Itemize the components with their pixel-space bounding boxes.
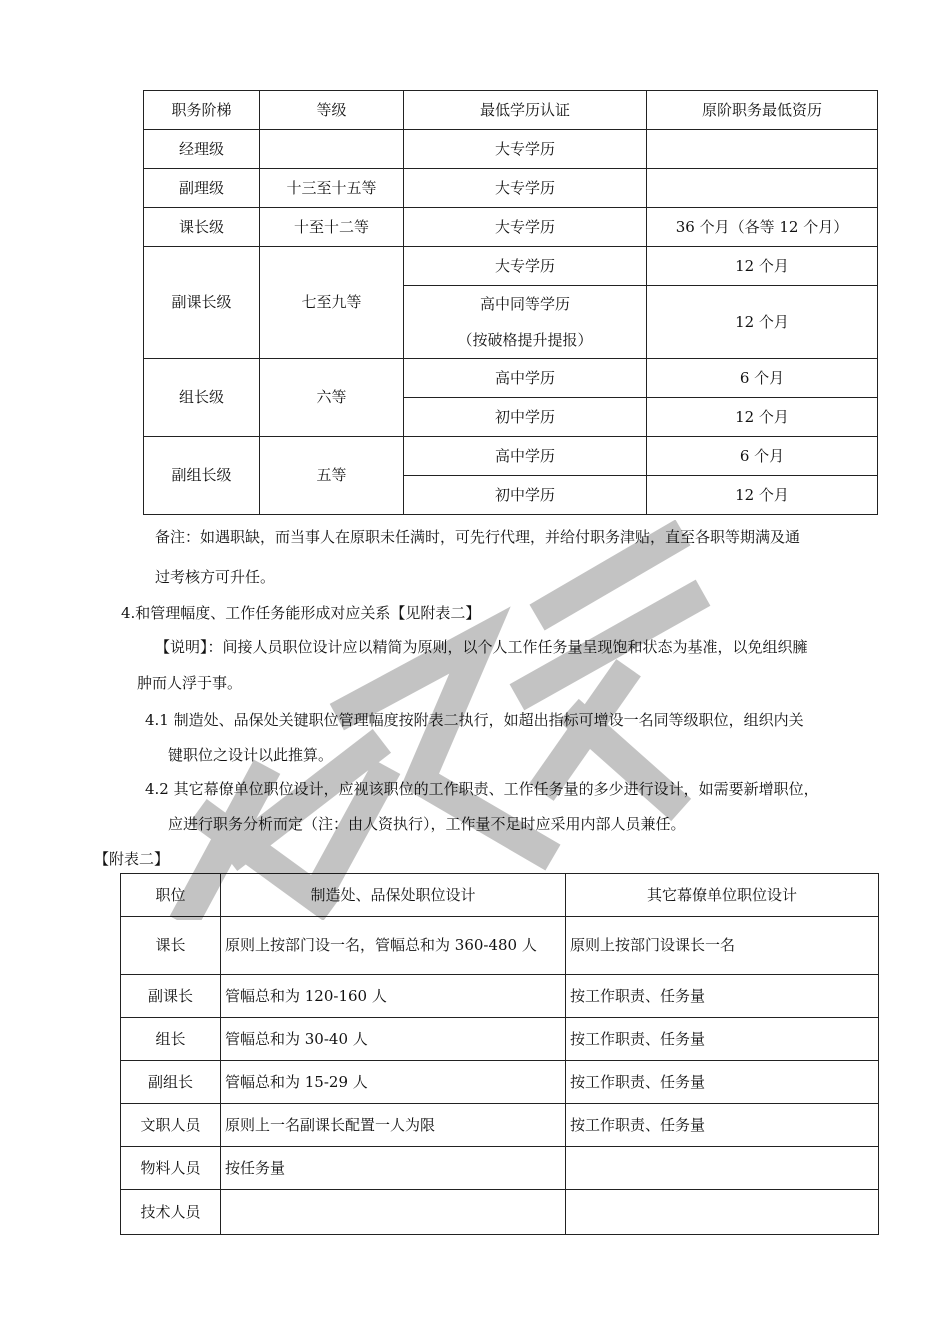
table-row — [144, 247, 878, 286]
education-line: 高中同等学历 — [479, 295, 570, 313]
rank-cell: 副组长级 — [144, 437, 260, 515]
header-cell: 职务阶梯 — [144, 91, 260, 130]
production-design-cell: 原则上一名副课长配置一人为限 — [221, 1104, 566, 1147]
education-cell: 初中学历 — [404, 398, 647, 437]
education-cell: 高中学历 — [404, 359, 647, 398]
experience-cell: 6 个月 — [647, 437, 878, 476]
position-design-table — [120, 873, 879, 1235]
education-cell: 大专学历 — [404, 247, 647, 286]
production-design-cell — [221, 1190, 566, 1235]
description-line: 肿而人浮于事。 — [137, 674, 243, 692]
rank-cell: 经理级 — [144, 130, 260, 169]
education-cell: 大专学历 — [404, 169, 647, 208]
grade-cell: 十三至十五等 — [260, 169, 404, 208]
staff-design-cell — [566, 1190, 879, 1235]
grade-cell: 五等 — [260, 437, 404, 515]
header-cell: 最低学历认证 — [404, 91, 647, 130]
header-cell: 原阶职务最低资历 — [647, 91, 878, 130]
education-cell — [404, 286, 647, 359]
experience-cell — [647, 169, 878, 208]
position-cell: 技术人员 — [121, 1190, 221, 1235]
production-design-cell: 原则上按部门设一名，管幅总和为 360-480 人 — [221, 917, 566, 975]
rank-cell: 组长级 — [144, 359, 260, 437]
staff-design-cell: 按工作职责、任务量 — [566, 1018, 879, 1061]
header-cell: 制造处、品保处职位设计 — [221, 874, 566, 917]
production-design-cell: 按任务量 — [221, 1147, 566, 1190]
production-design-cell: 管幅总和为 120-160 人 — [221, 975, 566, 1018]
table-row — [121, 1104, 879, 1147]
table-header-row — [144, 91, 878, 130]
table-row — [144, 169, 878, 208]
education-note: （按破格提升提报） — [457, 331, 593, 349]
promotion-requirements-table — [143, 90, 878, 515]
position-cell: 文职人员 — [121, 1104, 221, 1147]
position-cell: 副组长 — [121, 1061, 221, 1104]
education-cell: 初中学历 — [404, 476, 647, 515]
clause-text: 4.1 制造处、品保处关键职位管理幅度按附表二执行，如超出指标可增设一名同等级职位，组织内关 — [145, 711, 804, 729]
position-cell: 组长 — [121, 1018, 221, 1061]
grade-cell: 七至九等 — [260, 247, 404, 359]
clause-text: 键职位之设计以此推算。 — [168, 746, 334, 764]
staff-design-cell: 按工作职责、任务量 — [566, 975, 879, 1018]
position-cell: 副课长 — [121, 975, 221, 1018]
position-cell: 课长 — [121, 917, 221, 975]
table-row — [121, 1147, 879, 1190]
experience-cell: 12 个月 — [647, 247, 878, 286]
experience-cell: 6 个月 — [647, 359, 878, 398]
appendix-title: 【附表二】 — [94, 850, 170, 868]
education-cell: 大专学历 — [404, 130, 647, 169]
experience-cell: 12 个月 — [647, 286, 878, 359]
rank-cell: 副理级 — [144, 169, 260, 208]
description-line: 【说明】：间接人员职位设计应以精简为原则，以个人工作任务量呈现饱和状态为基准，以免组织臃 — [155, 638, 808, 656]
clause-text: 应进行职务分析而定（注：由人资执行），工作量不足时应采用内部人员兼任。 — [168, 815, 686, 833]
experience-cell: 12 个月 — [647, 476, 878, 515]
education-cell: 大专学历 — [404, 208, 647, 247]
staff-design-cell: 原则上按部门设课长一名 — [566, 917, 879, 975]
table-header-row — [121, 874, 879, 917]
table-row — [121, 1190, 879, 1235]
education-cell: 高中学历 — [404, 437, 647, 476]
table-row — [144, 437, 878, 476]
production-design-cell: 管幅总和为 15-29 人 — [221, 1061, 566, 1104]
table-row — [121, 917, 879, 975]
remark-line: 过考核方可升任。 — [155, 568, 276, 586]
position-cell: 物料人员 — [121, 1147, 221, 1190]
header-cell: 其它幕僚单位职位设计 — [566, 874, 879, 917]
experience-cell — [647, 130, 878, 169]
header-cell: 等级 — [260, 91, 404, 130]
grade-cell: 十至十二等 — [260, 208, 404, 247]
table-row — [121, 975, 879, 1018]
table-row — [144, 359, 878, 398]
table-row — [144, 208, 878, 247]
grade-cell — [260, 130, 404, 169]
table-row — [144, 130, 878, 169]
clause-text: 4.2 其它幕僚单位职位设计，应视该职位的工作职责、工作任务量的多少进行设计，如需要新增职位， — [145, 780, 819, 798]
rank-cell: 副课长级 — [144, 247, 260, 359]
staff-design-cell: 按工作职责、任务量 — [566, 1104, 879, 1147]
remark-line: 备注：如遇职缺，而当事人在原职未任满时，可先行代理，并给付职务津贴，直至各职等期满及通 — [155, 528, 801, 546]
grade-cell: 六等 — [260, 359, 404, 437]
staff-design-cell — [566, 1147, 879, 1190]
table-row — [121, 1061, 879, 1104]
rank-cell: 课长级 — [144, 208, 260, 247]
production-design-cell: 管幅总和为 30-40 人 — [221, 1018, 566, 1061]
header-cell: 职位 — [121, 874, 221, 917]
section-heading: 4.和管理幅度、工作任务能形成对应关系【见附表二】 — [121, 604, 481, 622]
experience-cell: 12 个月 — [647, 398, 878, 437]
table-row — [121, 1018, 879, 1061]
staff-design-cell: 按工作职责、任务量 — [566, 1061, 879, 1104]
experience-cell: 36 个月（各等 12 个月） — [647, 208, 878, 247]
